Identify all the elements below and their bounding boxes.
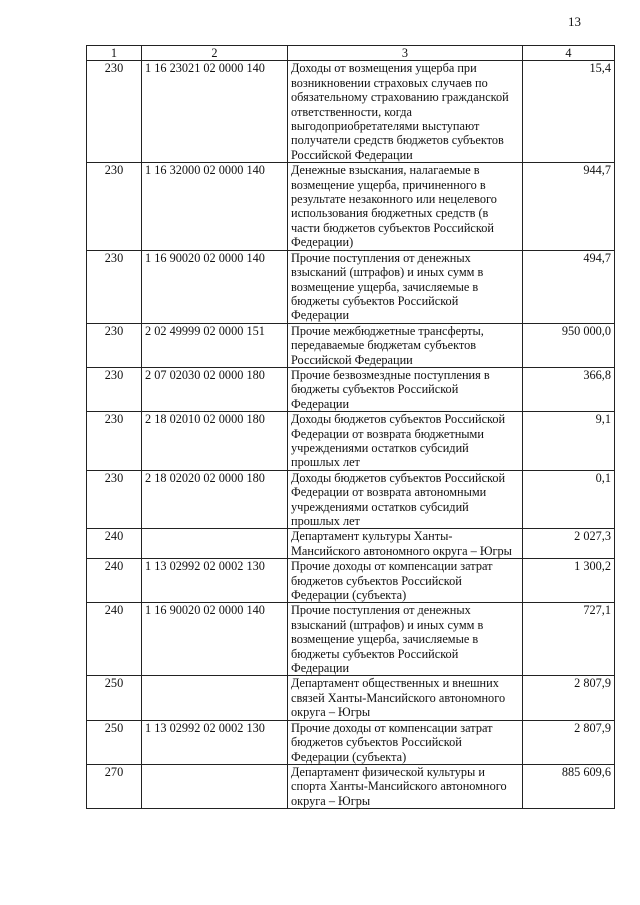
description-cell: Доходы бюджетов субъектов Российской Федерации от возврата бюджетными учреждениями остатков субсидий прошлых лет <box>288 412 523 471</box>
table-row <box>87 470 615 529</box>
admin-code-cell: 230 <box>87 323 142 367</box>
amount-cell: 0,1 <box>523 470 615 529</box>
table-header-row <box>87 46 615 61</box>
revenue-code-cell: 2 02 49999 02 0000 151 <box>142 323 288 367</box>
table-row <box>87 412 615 471</box>
amount-cell: 2 807,9 <box>523 676 615 720</box>
revenue-code-cell: 1 16 23021 02 0000 140 <box>142 61 288 163</box>
admin-code-cell: 240 <box>87 603 142 676</box>
admin-code-cell: 230 <box>87 412 142 471</box>
amount-cell: 15,4 <box>523 61 615 163</box>
table-row <box>87 764 615 808</box>
amount-cell: 885 609,6 <box>523 764 615 808</box>
description-cell: Прочие поступления от денежных взысканий (штрафов) и иных сумм в возмещение ущерба, зачисляемые в бюджеты субъектов Российской Федерации <box>288 603 523 676</box>
description-cell: Прочие доходы от компенсации затрат бюджетов субъектов Российской Федерации (субъекта) <box>288 720 523 764</box>
amount-cell: 950 000,0 <box>523 323 615 367</box>
revenue-code-cell: 1 13 02992 02 0002 130 <box>142 559 288 603</box>
admin-code-cell: 230 <box>87 163 142 250</box>
admin-code-cell: 270 <box>87 764 142 808</box>
description-cell: Департамент физической культуры и спорта Ханты-Мансийского автономного округа – Югры <box>288 764 523 808</box>
amount-cell: 944,7 <box>523 163 615 250</box>
description-cell: Департамент общественных и внешних связей Ханты-Мансийского автономного округа – Югры <box>288 676 523 720</box>
table-row <box>87 367 615 411</box>
amount-cell: 727,1 <box>523 603 615 676</box>
admin-code-cell: 230 <box>87 61 142 163</box>
amount-cell: 2 807,9 <box>523 720 615 764</box>
revenue-table <box>86 45 615 809</box>
admin-code-cell: 250 <box>87 676 142 720</box>
table-row <box>87 323 615 367</box>
revenue-code-cell: 2 18 02020 02 0000 180 <box>142 470 288 529</box>
revenue-code-cell <box>142 676 288 720</box>
revenue-code-cell <box>142 764 288 808</box>
admin-code-cell: 230 <box>87 470 142 529</box>
description-cell: Департамент культуры Ханты-Мансийского автономного округа – Югры <box>288 529 523 559</box>
amount-cell: 9,1 <box>523 412 615 471</box>
amount-cell: 2 027,3 <box>523 529 615 559</box>
revenue-code-cell: 1 16 90020 02 0000 140 <box>142 250 288 323</box>
table-row <box>87 559 615 603</box>
revenue-code-cell: 1 16 90020 02 0000 140 <box>142 603 288 676</box>
table-row <box>87 603 615 676</box>
revenue-code-cell: 1 16 32000 02 0000 140 <box>142 163 288 250</box>
table-row <box>87 676 615 720</box>
table-row <box>87 163 615 250</box>
amount-cell: 1 300,2 <box>523 559 615 603</box>
description-cell: Прочие доходы от компенсации затрат бюджетов субъектов Российской Федерации (субъекта) <box>288 559 523 603</box>
admin-code-cell: 240 <box>87 529 142 559</box>
description-cell: Прочие поступления от денежных взысканий (штрафов) и иных сумм в возмещение ущерба, зачисляемые в бюджеты субъектов Российской Федерации <box>288 250 523 323</box>
column-header: 2 <box>142 46 288 61</box>
amount-cell: 366,8 <box>523 367 615 411</box>
description-cell: Прочие межбюджетные трансферты, передаваемые бюджетам субъектов Российской Федерации <box>288 323 523 367</box>
revenue-code-cell: 2 07 02030 02 0000 180 <box>142 367 288 411</box>
column-header: 3 <box>288 46 523 61</box>
description-cell: Прочие безвозмездные поступления в бюджеты субъектов Российской Федерации <box>288 367 523 411</box>
description-cell: Доходы от возмещения ущерба при возникновении страховых случаев по обязательному страхованию гражданской ответственности, когда выгодоприобретателями выступают получатели средств бюджетов субъектов Российской Федерации <box>288 61 523 163</box>
admin-code-cell: 250 <box>87 720 142 764</box>
revenue-code-cell: 1 13 02992 02 0002 130 <box>142 720 288 764</box>
description-cell: Денежные взыскания, налагаемые в возмещение ущерба, причиненного в результате незаконного или нецелевого использования бюджетных средств (в части бюджетов субъектов Российской Федерации) <box>288 163 523 250</box>
revenue-code-cell: 2 18 02010 02 0000 180 <box>142 412 288 471</box>
admin-code-cell: 230 <box>87 367 142 411</box>
column-header: 4 <box>523 46 615 61</box>
page-number: 13 <box>568 14 581 29</box>
table-row <box>87 720 615 764</box>
table-row <box>87 250 615 323</box>
column-header: 1 <box>87 46 142 61</box>
table-row <box>87 61 615 163</box>
admin-code-cell: 240 <box>87 559 142 603</box>
table-body <box>87 61 615 809</box>
amount-cell: 494,7 <box>523 250 615 323</box>
description-cell: Доходы бюджетов субъектов Российской Федерации от возврата автономными учреждениями остатков субсидий прошлых лет <box>288 470 523 529</box>
table-row <box>87 529 615 559</box>
revenue-code-cell <box>142 529 288 559</box>
admin-code-cell: 230 <box>87 250 142 323</box>
